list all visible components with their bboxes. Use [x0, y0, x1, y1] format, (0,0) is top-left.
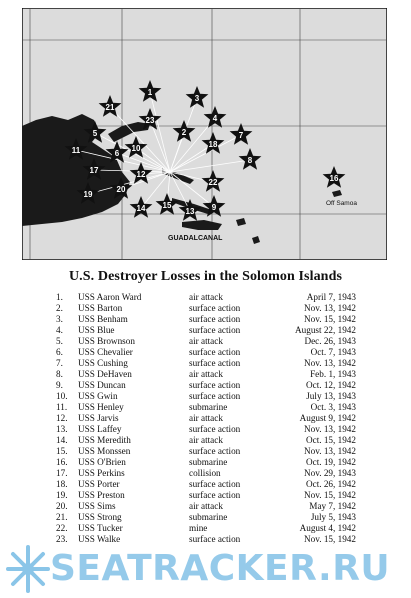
- loss-date: August 9, 1942: [299, 413, 356, 423]
- loss-type: surface action: [189, 446, 241, 456]
- loss-num: 10.: [56, 391, 68, 401]
- loss-ship: USS Duncan: [78, 380, 126, 390]
- loss-type: air attack: [189, 292, 223, 302]
- loss-num: 20.: [56, 501, 68, 511]
- loss-date: Nov. 13, 1942: [304, 358, 356, 368]
- loss-ship: USS Meredith: [78, 435, 131, 445]
- loss-num: 16.: [56, 457, 68, 467]
- loss-row: [56, 446, 356, 457]
- loss-date: August 4, 1942: [299, 523, 356, 533]
- loss-type: collision: [189, 468, 221, 478]
- star-number: 12: [136, 170, 146, 179]
- loss-type: air attack: [189, 501, 223, 511]
- loss-type: mine: [189, 523, 208, 533]
- loss-ship: USS Gwin: [78, 391, 118, 401]
- loss-date: Nov. 15, 1942: [304, 314, 356, 324]
- guadalcanal-label: GUADALCANAL: [168, 235, 223, 242]
- loss-row: [56, 435, 356, 446]
- loss-row: [56, 292, 356, 303]
- loss-row: [56, 479, 356, 490]
- loss-ship: USS Jarvis: [78, 413, 119, 423]
- star-number: 13: [185, 207, 195, 216]
- loss-row: [56, 369, 356, 380]
- loss-date: May 7, 1942: [309, 501, 356, 511]
- loss-ship: USS Brownson: [78, 336, 135, 346]
- loss-row: [56, 523, 356, 534]
- loss-num: 12.: [56, 413, 68, 423]
- loss-date: Nov. 15, 1942: [304, 490, 356, 500]
- loss-row: [56, 347, 356, 358]
- loss-row: [56, 512, 356, 523]
- loss-ship: USS Chevalier: [78, 347, 133, 357]
- loss-type: surface action: [189, 347, 241, 357]
- loss-type: surface action: [189, 358, 241, 368]
- loss-date: Nov. 29, 1943: [304, 468, 356, 478]
- loss-ship: USS Perkins: [78, 468, 125, 478]
- star-number: 10: [131, 144, 141, 153]
- loss-type: surface action: [189, 380, 241, 390]
- star-number: 14: [136, 204, 146, 213]
- loss-type: submarine: [189, 457, 228, 467]
- loss-ship: USS Cushing: [78, 358, 128, 368]
- loss-num: 2.: [56, 303, 63, 313]
- loss-row: [56, 391, 356, 402]
- star-number: 7: [238, 131, 244, 140]
- loss-ship: USS Aaron Ward: [78, 292, 142, 302]
- loss-type: surface action: [189, 534, 241, 544]
- loss-type: surface action: [189, 314, 241, 324]
- loss-ship: USS Sims: [78, 501, 116, 511]
- samoa-label: Off Samoa: [326, 200, 357, 207]
- loss-num: 15.: [56, 446, 68, 456]
- star-number: 1: [147, 88, 153, 97]
- watermark-compass-icon: [6, 545, 50, 593]
- loss-ship: USS Blue: [78, 325, 115, 335]
- loss-type: surface action: [189, 391, 241, 401]
- loss-row: [56, 380, 356, 391]
- loss-num: 23.: [56, 534, 68, 544]
- page-title: U.S. Destroyer Losses in the Solomon Islands: [68, 269, 343, 284]
- loss-date: Oct. 19, 1942: [305, 457, 356, 467]
- loss-type: surface action: [189, 325, 241, 335]
- loss-date: Oct. 7, 1943: [310, 347, 356, 357]
- loss-date: April 7, 1943: [306, 292, 356, 302]
- loss-row: [56, 501, 356, 512]
- loss-date: Nov. 13, 1942: [304, 424, 356, 434]
- loss-ship: USS O'Brien: [78, 457, 126, 467]
- loss-row: [56, 490, 356, 501]
- star-number: 18: [208, 140, 218, 149]
- destroyer-loss-list: [56, 292, 356, 545]
- loss-date: Nov. 15, 1942: [304, 534, 356, 544]
- loss-row: [56, 336, 356, 347]
- loss-type: surface action: [189, 303, 241, 313]
- loss-num: 4.: [56, 325, 63, 335]
- star-number: 20: [116, 185, 126, 194]
- loss-num: 13.: [56, 424, 68, 434]
- loss-row: [56, 358, 356, 369]
- star-number: 19: [83, 190, 93, 199]
- loss-row: [56, 413, 356, 424]
- star-number: 9: [211, 203, 217, 212]
- loss-ship: USS DeHaven: [78, 369, 132, 379]
- loss-date: July 13, 1943: [306, 391, 356, 401]
- loss-type: air attack: [189, 435, 223, 445]
- star-number: 5: [92, 129, 98, 138]
- loss-num: 19.: [56, 490, 68, 500]
- loss-type: surface action: [189, 490, 241, 500]
- loss-type: air attack: [189, 413, 223, 423]
- loss-row: [56, 424, 356, 435]
- loss-ship: USS Walke: [78, 534, 121, 544]
- loss-date: Oct. 3, 1943: [310, 402, 356, 412]
- solomon-islands-map: [22, 8, 387, 260]
- loss-num: 9.: [56, 380, 63, 390]
- star-number: 16: [329, 174, 339, 183]
- loss-date: Nov. 13, 1942: [304, 446, 356, 456]
- loss-type: air attack: [189, 336, 223, 346]
- loss-num: 11.: [56, 402, 68, 412]
- loss-num: 1.: [56, 292, 63, 302]
- watermark-text: SEATRACKER.RU: [50, 548, 391, 589]
- star-number: 4: [212, 114, 218, 123]
- loss-type: surface action: [189, 424, 241, 434]
- loss-num: 14.: [56, 435, 68, 445]
- loss-num: 3.: [56, 314, 63, 324]
- loss-num: 6.: [56, 347, 63, 357]
- loss-num: 8.: [56, 369, 63, 379]
- loss-num: 22.: [56, 523, 68, 533]
- loss-num: 7.: [56, 358, 63, 368]
- loss-type: submarine: [189, 512, 228, 522]
- loss-row: [56, 303, 356, 314]
- loss-date: August 22, 1942: [295, 325, 356, 335]
- star-number: 15: [162, 201, 172, 210]
- loss-date: Feb. 1, 1943: [310, 369, 356, 379]
- loss-row: [56, 314, 356, 325]
- loss-num: 21.: [56, 512, 68, 522]
- star-number: 6: [114, 149, 120, 158]
- loss-row: [56, 457, 356, 468]
- loss-date: Oct. 26, 1942: [305, 479, 356, 489]
- loss-row: [56, 325, 356, 336]
- star-number: 8: [247, 156, 253, 165]
- loss-type: submarine: [189, 402, 228, 412]
- loss-ship: USS Porter: [78, 479, 120, 489]
- loss-type: air attack: [189, 369, 223, 379]
- star-number: 3: [194, 94, 200, 103]
- loss-row: [56, 402, 356, 413]
- loss-date: Nov. 13, 1942: [304, 303, 356, 313]
- star-number: 21: [105, 103, 115, 112]
- star-number: 2: [181, 128, 187, 137]
- loss-date: Dec. 26, 1943: [304, 336, 356, 346]
- watermark: [0, 543, 411, 598]
- loss-row: [56, 468, 356, 479]
- star-number: 22: [208, 178, 218, 187]
- loss-date: Oct. 15, 1942: [305, 435, 356, 445]
- loss-ship: USS Barton: [78, 303, 123, 313]
- loss-ship: USS Tucker: [78, 523, 123, 533]
- loss-date: Oct. 12, 1942: [305, 380, 356, 390]
- loss-ship: USS Monssen: [78, 446, 131, 456]
- loss-num: 17.: [56, 468, 68, 478]
- loss-date: July 5, 1943: [310, 512, 356, 522]
- loss-ship: USS Strong: [78, 512, 122, 522]
- loss-type: surface action: [189, 479, 241, 489]
- loss-ship: USS Preston: [78, 490, 125, 500]
- star-number: 11: [71, 146, 81, 155]
- loss-ship: USS Laffey: [78, 424, 122, 434]
- loss-ship: USS Benham: [78, 314, 128, 324]
- star-number: 17: [89, 166, 99, 175]
- star-number: 23: [145, 116, 155, 125]
- loss-ship: USS Henley: [78, 402, 124, 412]
- loss-num: 18.: [56, 479, 68, 489]
- loss-num: 5.: [56, 336, 63, 346]
